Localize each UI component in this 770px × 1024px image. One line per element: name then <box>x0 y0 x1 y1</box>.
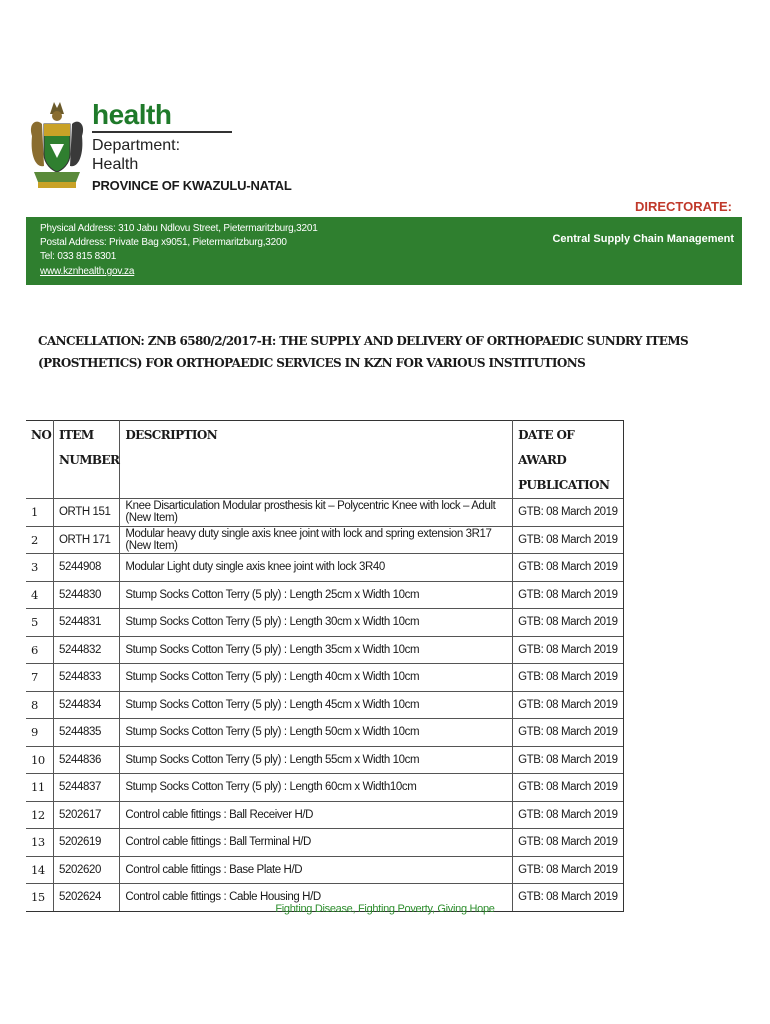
table-row <box>26 526 624 554</box>
kzn-coat-of-arms-logo <box>26 96 88 196</box>
award-date: GTB: 08 March 2019 <box>513 856 624 884</box>
brand-divider <box>92 131 232 133</box>
item-number: 5202624 <box>53 884 119 912</box>
row-number: 14 <box>26 856 53 884</box>
table-row <box>26 636 624 664</box>
header-no: NO <box>26 421 53 499</box>
item-description: Modular heavy duty single axis knee joint with lock and spring extension 3R17 (New Item) <box>120 526 513 554</box>
items-table <box>26 420 624 912</box>
award-date: GTB: 08 March 2019 <box>513 884 624 912</box>
item-number: 5244830 <box>53 581 119 609</box>
row-number: 1 <box>26 499 53 527</box>
award-date: GTB: 08 March 2019 <box>513 499 624 527</box>
item-number: 5202617 <box>53 801 119 829</box>
table-header-row <box>26 421 624 499</box>
item-description: Stump Socks Cotton Terry (5 ply) : Length 30cm x Width 10cm <box>120 609 513 637</box>
item-description: Knee Disarticulation Modular prosthesis kit – Polycentric Knee with lock – Adult (New Item) <box>120 499 513 527</box>
table-row <box>26 581 624 609</box>
item-number: 5244833 <box>53 664 119 692</box>
item-number: 5244837 <box>53 774 119 802</box>
table-row <box>26 691 624 719</box>
table-row <box>26 499 624 527</box>
header-item-line2: NUMBER <box>58 453 120 467</box>
award-date: GTB: 08 March 2019 <box>513 609 624 637</box>
item-description: Stump Socks Cotton Terry (5 ply) : Length 55cm x Width 10cm <box>120 746 513 774</box>
table-row <box>26 774 624 802</box>
row-number: 2 <box>26 526 53 554</box>
row-number: 5 <box>26 609 53 637</box>
row-number: 11 <box>26 774 53 802</box>
table-row <box>26 801 624 829</box>
row-number: 13 <box>26 829 53 857</box>
item-number: 5202619 <box>53 829 119 857</box>
row-number: 15 <box>26 884 53 912</box>
award-date: GTB: 08 March 2019 <box>513 581 624 609</box>
table-row <box>26 719 624 747</box>
directorate-unit: Central Supply Chain Management <box>552 233 734 245</box>
table-row <box>26 856 624 884</box>
item-number: 5244834 <box>53 691 119 719</box>
table-row <box>26 609 624 637</box>
award-date: GTB: 08 March 2019 <box>513 774 624 802</box>
item-description: Stump Socks Cotton Terry (5 ply) : Length 60cm x Width10cm <box>120 774 513 802</box>
table-row <box>26 664 624 692</box>
item-description: Stump Socks Cotton Terry (5 ply) : Length 25cm x Width 10cm <box>120 581 513 609</box>
item-number: ORTH 151 <box>53 499 119 527</box>
province-name: PROVINCE OF KWAZULU-NATAL <box>92 178 292 193</box>
physical-address: Physical Address: 310 Jabu Ndlovu Street, Pietermaritzburg,3201 <box>40 223 318 234</box>
item-description: Control cable fittings : Ball Terminal H/D <box>120 829 513 857</box>
header-date-of-award <box>513 421 624 499</box>
item-number: 5244836 <box>53 746 119 774</box>
item-description: Stump Socks Cotton Terry (5 ply) : Length 35cm x Width 10cm <box>120 636 513 664</box>
row-number: 8 <box>26 691 53 719</box>
item-number: 5244831 <box>53 609 119 637</box>
row-number: 3 <box>26 554 53 582</box>
header-item-number <box>53 421 119 499</box>
row-number: 6 <box>26 636 53 664</box>
item-number: ORTH 171 <box>53 526 119 554</box>
postal-address: Postal Address: Private Bag x9051, Pietermaritzburg,3200 <box>40 237 287 248</box>
directorate-label: DIRECTORATE: <box>634 199 732 214</box>
header-date-line2: PUBLICATION <box>518 478 610 492</box>
row-number: 10 <box>26 746 53 774</box>
department-name: Health <box>92 156 139 173</box>
footer-slogan: Fighting Disease, Fighting Poverty, Giving Hope <box>275 903 495 915</box>
award-date: GTB: 08 March 2019 <box>513 829 624 857</box>
header-item-line1: ITEM <box>58 428 94 442</box>
website-link[interactable]: www.kznhealth.gov.za <box>40 266 135 277</box>
row-number: 7 <box>26 664 53 692</box>
award-date: GTB: 08 March 2019 <box>513 664 624 692</box>
header-description: DESCRIPTION <box>120 421 513 499</box>
item-description: Control cable fittings : Cable Housing H/D <box>120 884 513 912</box>
item-number: 5244908 <box>53 554 119 582</box>
row-number: 12 <box>26 801 53 829</box>
header-date-line1: DATE OF AWARD <box>518 428 575 467</box>
award-date: GTB: 08 March 2019 <box>513 719 624 747</box>
award-date: GTB: 08 March 2019 <box>513 746 624 774</box>
contact-banner <box>26 217 742 285</box>
item-description: Stump Socks Cotton Terry (5 ply) : Length 45cm x Width 10cm <box>120 691 513 719</box>
document-title: CANCELLATION: ZNB 6580/2/2017-H: THE SUPPLY AND DELIVERY OF ORTHOPAEDIC SUNDRY ITEMS (PROSTHETICS) FOR ORTHOPAEDIC SERVICES IN KZN FOR VARIOUS INSTITUTIONS <box>38 334 689 370</box>
telephone: Tel: 033 815 8301 <box>40 251 117 262</box>
award-date: GTB: 08 March 2019 <box>513 526 624 554</box>
item-number: 5202620 <box>53 856 119 884</box>
table-row <box>26 829 624 857</box>
department-label: Department: <box>92 137 181 154</box>
brand-health-word: health <box>92 99 172 130</box>
row-number: 9 <box>26 719 53 747</box>
award-date: GTB: 08 March 2019 <box>513 801 624 829</box>
table-row <box>26 554 624 582</box>
item-description: Control cable fittings : Ball Receiver H/D <box>120 801 513 829</box>
row-number: 4 <box>26 581 53 609</box>
award-date: GTB: 08 March 2019 <box>513 636 624 664</box>
item-description: Stump Socks Cotton Terry (5 ply) : Length 50cm x Width 10cm <box>120 719 513 747</box>
item-description: Control cable fittings : Base Plate H/D <box>120 856 513 884</box>
item-description: Modular Light duty single axis knee joint with lock 3R40 <box>120 554 513 582</box>
table-row <box>26 746 624 774</box>
award-date: GTB: 08 March 2019 <box>513 554 624 582</box>
item-number: 5244832 <box>53 636 119 664</box>
item-number: 5244835 <box>53 719 119 747</box>
item-description: Stump Socks Cotton Terry (5 ply) : Length 40cm x Width 10cm <box>120 664 513 692</box>
award-date: GTB: 08 March 2019 <box>513 691 624 719</box>
